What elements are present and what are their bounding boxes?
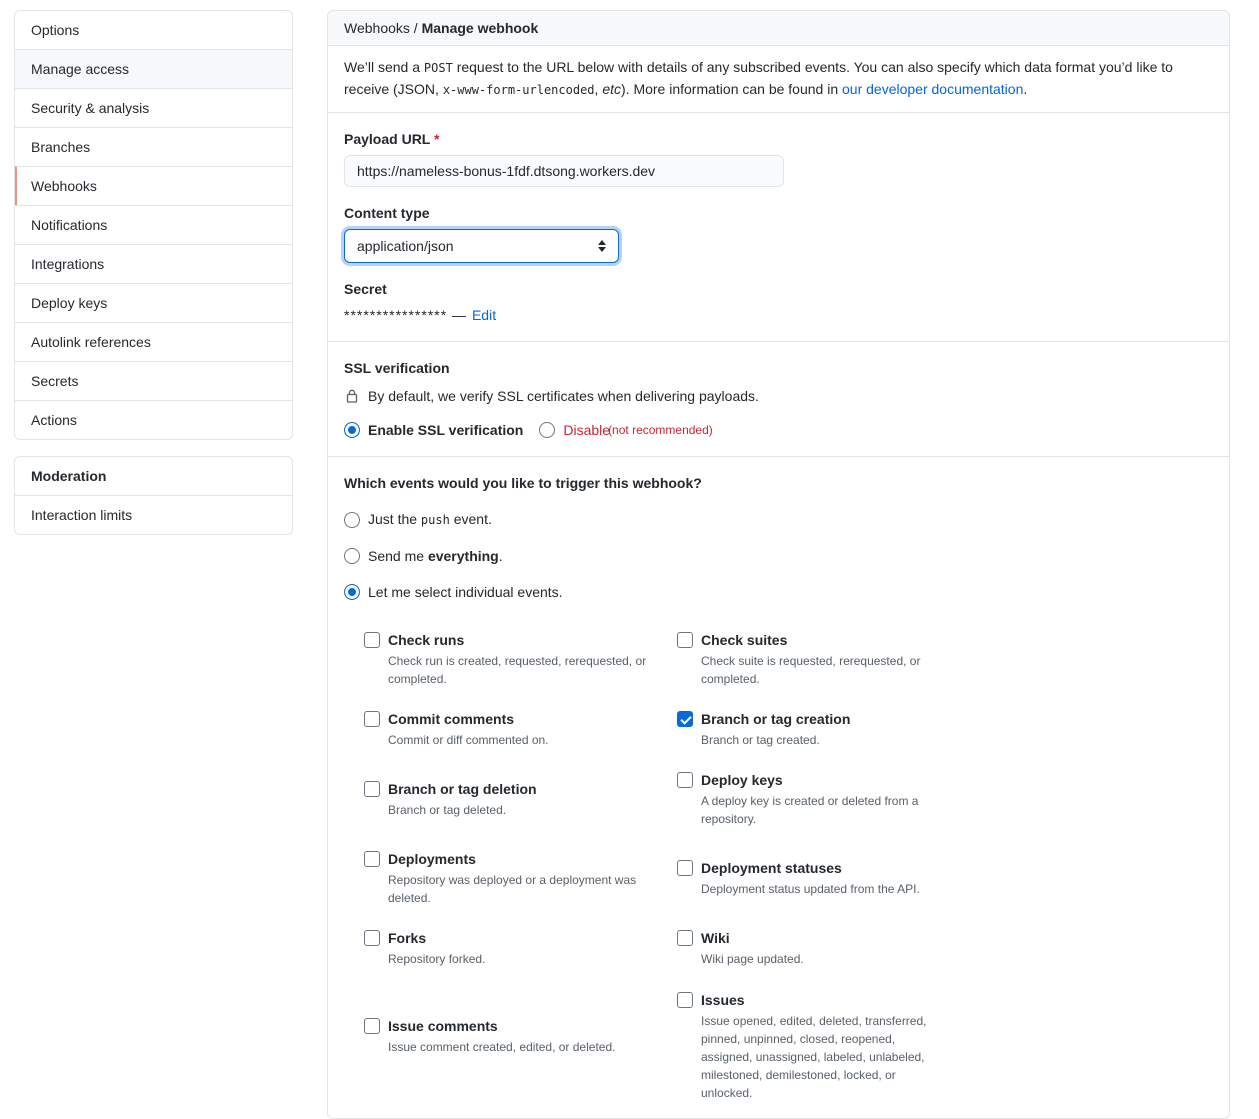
commit-comments-checkbox-row[interactable] [364, 709, 656, 729]
payload-url-label [344, 129, 1213, 149]
breadcrumb-webhooks-link[interactable]: Webhooks [344, 20, 410, 36]
secret-row [344, 305, 1213, 325]
event-title: Branch or tag deletion [388, 781, 537, 797]
checkbox-icon[interactable] [364, 930, 380, 946]
event-item-deploy-keys [677, 770, 929, 828]
event-item-wiki [677, 928, 929, 968]
disable-ssl-radio[interactable] [539, 420, 712, 440]
event-title: Deploy keys [701, 772, 783, 788]
checkbox-icon[interactable] [677, 711, 693, 727]
urlencoded-code: x-www-form-urlencoded [442, 83, 595, 97]
breadcrumb-separator: / [409, 20, 422, 36]
sidebar-item-branches[interactable]: Branches [15, 127, 292, 166]
events-question: Which events would you like to trigger this webhook? [344, 475, 702, 491]
webhook-description [328, 46, 1229, 113]
just-push-label: Just the push event. [368, 511, 492, 527]
checkbox-icon[interactable] [677, 632, 693, 648]
moderation-section-header: Moderation [31, 468, 107, 484]
payload-url-input[interactable] [344, 155, 784, 187]
checkbox-icon[interactable] [364, 711, 380, 727]
event-item-deployment-statuses [677, 858, 929, 898]
event-description: A deploy key is created or deleted from a repository. [701, 794, 919, 826]
forks-checkbox-row[interactable] [364, 928, 656, 948]
manage-webhook-panel [327, 10, 1230, 1119]
radio-icon[interactable] [344, 584, 360, 600]
description-text: request to the URL below with details of any subscribed events. You can also specify which data format you’d like to receive (JSON, [344, 59, 1173, 97]
send-everything-radio[interactable] [344, 546, 1213, 566]
event-title: Commit comments [388, 711, 515, 727]
checkbox-icon[interactable] [364, 851, 380, 867]
ssl-heading: SSL verification [344, 360, 450, 376]
settings-sidebar [14, 10, 293, 535]
breadcrumb [328, 11, 1229, 46]
etc-text: etc [602, 81, 621, 97]
event-description: Repository forked. [388, 952, 486, 966]
secret-separator: — [447, 307, 472, 323]
secret-label: Secret [344, 281, 387, 297]
events-section [328, 457, 1229, 1118]
event-title: Forks [388, 930, 427, 946]
radio-icon[interactable] [539, 422, 555, 438]
event-description: Branch or tag deleted. [388, 803, 507, 817]
check-runs-checkbox-row[interactable] [364, 630, 656, 650]
checkbox-icon[interactable] [677, 930, 693, 946]
event-title: Check runs [388, 632, 465, 648]
description-text: We’ll send a [344, 59, 424, 75]
payload-url-label-text: Payload URL [344, 131, 431, 147]
event-title: Wiki [701, 930, 730, 946]
sidebar-item-interaction-limits[interactable]: Interaction limits [15, 495, 292, 534]
secret-masked-value: **************** [344, 307, 448, 323]
event-description: Issue opened, edited, deleted, transferred, pinned, unpinned, closed, reopened, assigned, unassigned, labeled, unlabeled, milestoned, demilestoned, locked, or unlocked. [701, 1014, 927, 1100]
event-title: Branch or tag creation [701, 711, 851, 727]
disable-ssl-label: Disable [563, 422, 611, 438]
issues-checkbox-row[interactable] [677, 990, 929, 1010]
enable-ssl-radio[interactable] [344, 420, 523, 440]
event-description: Check run is created, requested, rerequested, or completed. [388, 654, 647, 686]
ssl-verification-section [328, 342, 1229, 457]
not-recommended-text: (not recommended) [608, 423, 713, 437]
event-description: Check suite is requested, rerequested, or completed. [701, 654, 921, 686]
sidebar-item-integrations[interactable]: Integrations [15, 244, 292, 283]
content-type-selected-value: application/json [357, 238, 454, 254]
branch-tag-creation-checkbox-row[interactable] [677, 709, 929, 729]
event-item-check-suites [677, 630, 929, 688]
description-text: ). More information can be found in [621, 81, 843, 97]
sidebar-item-security-analysis[interactable]: Security & analysis [15, 88, 292, 127]
deploy-keys-checkbox-row[interactable] [677, 770, 929, 790]
event-item-branch-tag-deletion [364, 779, 656, 819]
event-description: Wiki page updated. [701, 952, 804, 966]
event-item-forks [364, 928, 656, 968]
event-item-branch-tag-creation [677, 709, 929, 749]
sidebar-item-secrets[interactable]: Secrets [15, 361, 292, 400]
issue-comments-checkbox-row[interactable] [364, 1016, 656, 1036]
required-asterisk: * [434, 131, 440, 147]
radio-icon[interactable] [344, 422, 360, 438]
event-description: Deployment status updated from the API. [701, 882, 920, 896]
event-item-deployments [364, 849, 656, 907]
individual-events-radio[interactable] [344, 582, 1213, 602]
branch-tag-deletion-checkbox-row[interactable] [364, 779, 656, 799]
deployments-checkbox-row[interactable] [364, 849, 656, 869]
sidebar-item-notifications[interactable]: Notifications [15, 205, 292, 244]
checkbox-icon[interactable] [677, 772, 693, 788]
just-push-radio[interactable] [344, 509, 1213, 530]
check-suites-checkbox-row[interactable] [677, 630, 929, 650]
event-description: Commit or diff commented on. [388, 733, 549, 747]
secret-edit-link[interactable]: Edit [471, 307, 497, 323]
checkbox-icon[interactable] [677, 860, 693, 876]
events-column-left [364, 630, 656, 1102]
individual-events-label: Let me select individual events. [368, 584, 563, 600]
sidebar-item-manage-access[interactable]: Manage access [15, 49, 292, 88]
event-title: Issues [701, 992, 745, 1008]
event-item-commit-comments [364, 709, 656, 749]
checkbox-icon[interactable] [364, 781, 380, 797]
radio-icon[interactable] [344, 512, 360, 528]
events-grid [364, 630, 1213, 1102]
post-code: POST [423, 61, 453, 75]
enable-ssl-label: Enable SSL verification [368, 422, 524, 438]
sidebar-item-autolink-references[interactable]: Autolink references [15, 322, 292, 361]
event-item-check-runs [364, 630, 656, 688]
sidebar-item-deploy-keys[interactable]: Deploy keys [15, 283, 292, 322]
ssl-note-text: By default, we verify SSL certificates when delivering payloads. [368, 388, 759, 404]
event-title: Deployments [388, 851, 476, 867]
select-updown-icon [598, 240, 606, 252]
events-column-right [677, 630, 929, 1102]
moderation-nav-section [14, 456, 293, 535]
checkbox-icon[interactable] [364, 1018, 380, 1034]
event-item-issue-comments [364, 1016, 656, 1056]
description-text: , [594, 81, 603, 97]
send-everything-label: Send me everything. [368, 548, 503, 564]
developer-documentation-link[interactable]: our developer documentation [842, 81, 1024, 97]
content-type-label: Content type [344, 205, 430, 221]
settings-nav-section [14, 10, 293, 440]
sidebar-item-actions[interactable]: Actions [15, 400, 292, 439]
sidebar-item-options[interactable]: Options [31, 22, 80, 38]
checkbox-icon[interactable] [677, 992, 693, 1008]
sidebar-item-webhooks[interactable]: Webhooks [15, 166, 292, 205]
page-title: Manage webhook [421, 20, 539, 36]
webhook-form-section [328, 113, 1229, 342]
event-description: Issue comment created, edited, or deleted. [388, 1040, 616, 1054]
event-item-issues [677, 990, 929, 1102]
content-type-select[interactable] [344, 229, 619, 263]
radio-icon[interactable] [344, 548, 360, 564]
description-text: . [1023, 81, 1028, 97]
event-title: Deployment statuses [701, 860, 842, 876]
event-description: Repository was deployed or a deployment was deleted. [388, 873, 637, 905]
event-title: Check suites [701, 632, 788, 648]
event-description: Branch or tag created. [701, 733, 820, 747]
event-title: Issue comments [388, 1018, 498, 1034]
checkbox-icon[interactable] [364, 632, 380, 648]
wiki-checkbox-row[interactable] [677, 928, 929, 948]
deployment-statuses-checkbox-row[interactable] [677, 858, 929, 878]
lock-icon [344, 388, 360, 404]
